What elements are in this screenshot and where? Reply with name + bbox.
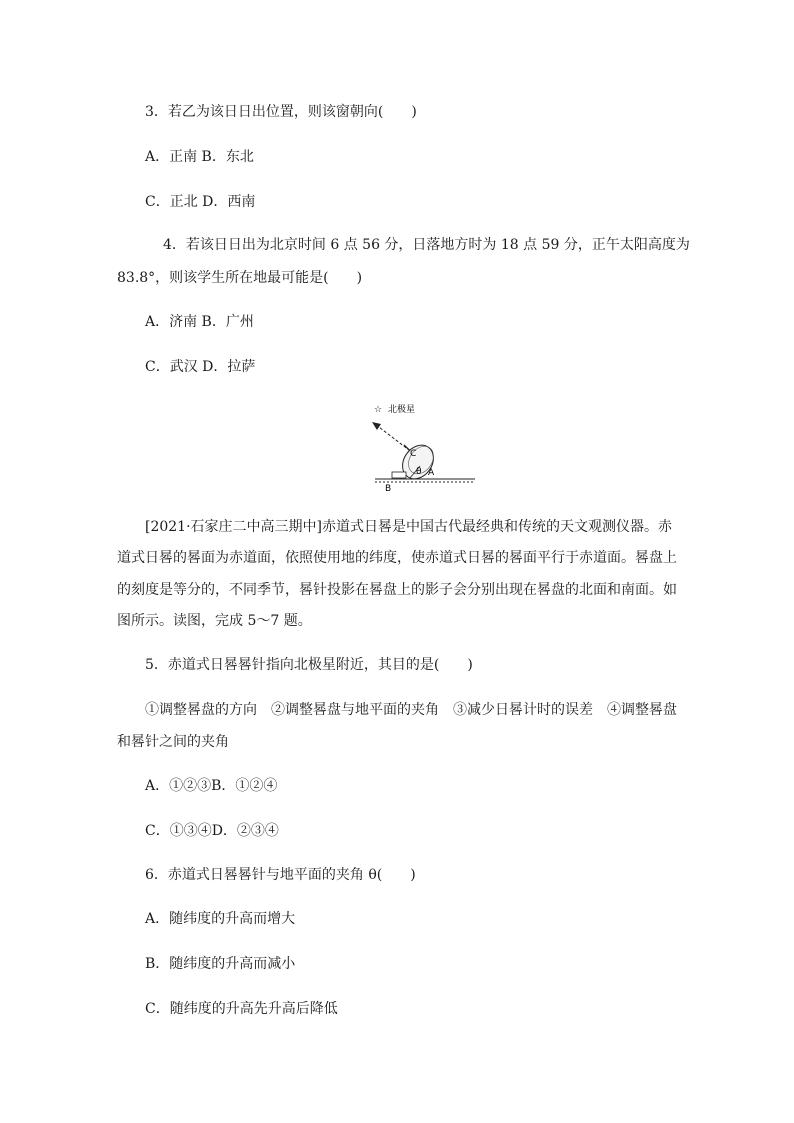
- label-b: B: [385, 484, 392, 494]
- q4-options-cd: C．武汉 D．拉萨: [145, 359, 256, 375]
- passage-line3: 的刻度是等分的，不同季节，晷针投影在晷盘上的影子会分别出现在晷盘的北面和南面。如: [117, 582, 677, 598]
- passage-line1: [2021·石家庄二中高三期中]赤道式日晷是中国古代最经典和传统的天文观测仪器。赤: [145, 519, 673, 535]
- q4-options-ab: A．济南 B．广州: [145, 314, 254, 330]
- q6-option-b: B．随纬度的升高而减小: [145, 956, 296, 972]
- polaris-label: 北极星: [388, 405, 416, 415]
- q5-options-ab: A．①②③B．①②④: [145, 778, 278, 794]
- polaris-star-icon: ☆: [374, 405, 383, 415]
- q6-option-c: C．随纬度的升高先升高后降低: [145, 1001, 338, 1017]
- arrow-head-icon: [372, 422, 381, 430]
- q3-options-cd: C．正北 D．西南: [145, 194, 256, 210]
- label-theta: θ: [416, 467, 422, 477]
- passage-line4: 图所示。读图，完成 5～7 题。: [117, 613, 312, 629]
- passage-line2: 道式日晷的晷面为赤道面，依照使用地的纬度，使赤道式日晷的晷面平行于赤道面。晷盘上: [117, 550, 677, 566]
- q4-stem-line1: 4．若该日日出为北京时间 6 点 56 分，日落地方时为 18 点 59 分，正午太阳高度为: [163, 237, 690, 253]
- q5-options-cd: C．①③④D．②③④: [145, 823, 279, 839]
- q6-option-a: A．随纬度的升高而增大: [145, 911, 296, 927]
- label-c: C: [410, 449, 417, 459]
- q5-stem: 5．赤道式日晷晷针指向北极星附近，其目的是( ): [145, 657, 473, 673]
- q6-stem: 6．赤道式日晷晷针与地平面的夹角 θ( ): [145, 867, 416, 883]
- label-a: A: [428, 468, 435, 478]
- sundial-figure: [370, 398, 480, 494]
- q5-items-line1: ①调整晷盘的方向 ②调整晷盘与地平面的夹角 ③减少日晷计时的误差 ④调整晷盘: [145, 702, 677, 718]
- dial-base: [392, 472, 406, 478]
- sundial-diagram: [370, 398, 480, 494]
- q3-options-ab: A．正南 B．东北: [145, 149, 254, 165]
- q3-stem: 3．若乙为该日日出位置，则该窗朝向( ): [145, 104, 417, 120]
- q5-items-line2: 和晷针之间的夹角: [117, 734, 229, 750]
- q4-stem-line2: 83.8°，则该学生所在地最可能是( ): [117, 270, 363, 286]
